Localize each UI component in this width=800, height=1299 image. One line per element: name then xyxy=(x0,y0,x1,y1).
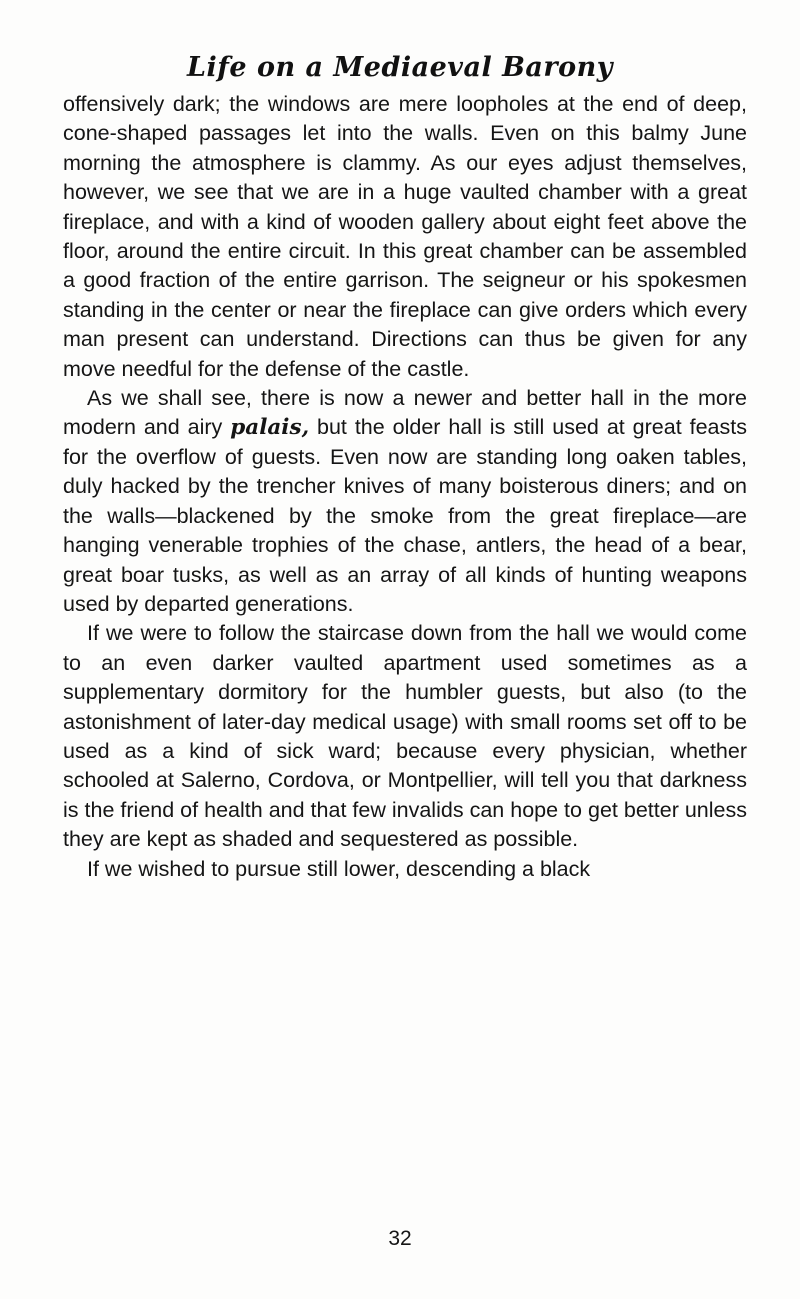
page-number: 32 xyxy=(388,1227,412,1250)
paragraph-2 xyxy=(63,384,747,619)
italic-word-palais: palais, xyxy=(230,415,310,441)
paragraph-3: If we were to follow the staircase down from the hall we would come to an even darker vaulted apartment used sometimes as a supplementary dormitory for the humbler guests, but also (to the astonishment of later-day medical usage) with small rooms set off to be used as a kind of sick ward; because every physician, whether schooled at Salerno, Cordova, or Montpellier, will tell you that darkness is the friend of health and that few invalids can hope to get better unless they are kept as shaded and sequestered as possible. xyxy=(63,621,747,852)
paragraph-4: If we wished to pursue still lower, descending a black xyxy=(87,856,591,881)
running-head: Life on a Mediaeval Barony xyxy=(187,52,613,83)
paragraph-2-text-b: but the older hall is still used at great feasts for the overflow of guests. Even now are standing long oaken tables, duly hacked by the trencher knives of many boisterous diners; and on the walls—blackened by the smoke from the great fireplace—are hanging venerable trophies of the chase, antlers, the head of a bear, great boar tusks, as well as an array of all kinds of hunting weapons used by departed generations. xyxy=(63,415,747,616)
body-text xyxy=(63,90,747,884)
paragraph-2-text-a: As we shall see, there is now a newer and better hall in the more modern and airy xyxy=(63,386,747,440)
paragraph-1: offensively dark; the windows are mere loopholes at the end of deep, cone-shaped passages let into the walls. Even on this balmy June morning the atmosphere is clammy. As our eyes adjust themselves, however, we see that we are in a huge vaulted chamber with a great fireplace, and with a kind of wooden gallery about eight feet above the floor, around the entire circuit. In this great chamber can be assembled a good fraction of the entire garrison. The seigneur or his spokesmen standing in the center or near the fireplace can give orders which every man present can understand. Directions can thus be given for any move needful for the defense of the castle. xyxy=(63,92,747,381)
